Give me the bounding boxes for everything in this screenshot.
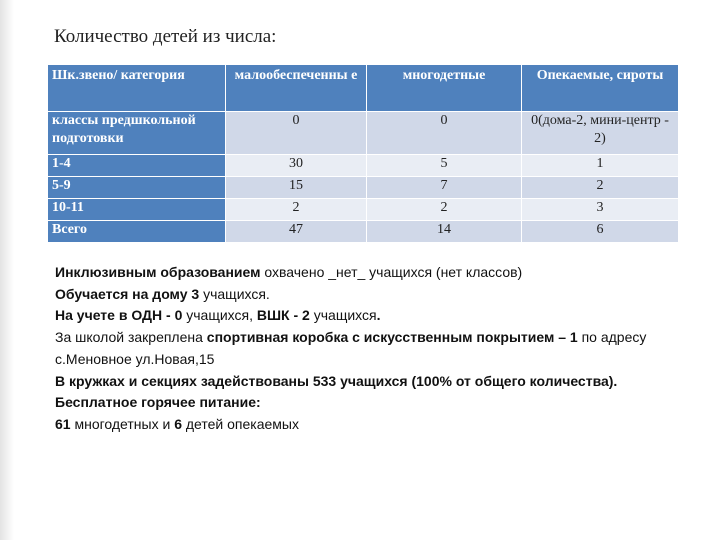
clubs-line bbox=[55, 371, 695, 393]
free-meals-line bbox=[55, 414, 695, 436]
bold-phrase: Бесплатное горячее питание: bbox=[55, 394, 261, 411]
table-cell: 5 bbox=[367, 155, 522, 177]
bold-number: 61 bbox=[55, 415, 71, 432]
column-header-category: Шк.звено/ категория bbox=[48, 65, 226, 112]
row-header: 10-11 bbox=[48, 199, 226, 221]
home-schooling-line bbox=[55, 284, 695, 306]
bold-phrase: На учете в ОДН - bbox=[55, 307, 175, 324]
text-span: учащихся, bbox=[182, 307, 257, 324]
inclusive-education-line bbox=[55, 262, 695, 284]
table-row bbox=[48, 177, 679, 199]
bold-phrase: Обучается на дому bbox=[55, 285, 188, 302]
table-row bbox=[48, 155, 679, 177]
bold-phrase: Инклюзивным образованием bbox=[55, 264, 261, 280]
table-header-row bbox=[48, 65, 679, 112]
row-header: 5-9 bbox=[48, 177, 226, 199]
table-cell: 30 bbox=[226, 155, 367, 177]
bold-phrase: В кружках и секциях задействованы 533 учащихся (100% от общего количества). bbox=[55, 372, 618, 389]
sports-court-line bbox=[55, 327, 695, 370]
free-meals-heading bbox=[55, 392, 695, 414]
table-cell: 47 bbox=[226, 221, 367, 243]
bold-number: 6 bbox=[174, 415, 182, 432]
bold-dot: . bbox=[376, 307, 381, 324]
column-header-low-income: малообеспеченны е bbox=[226, 65, 367, 112]
table-row bbox=[48, 112, 679, 155]
table-cell: 0(дома-2, мини-центр - 2) bbox=[522, 112, 679, 155]
table-row bbox=[48, 199, 679, 221]
row-header: классы предшкольной подготовки bbox=[48, 112, 226, 155]
table-cell: 2 bbox=[367, 199, 522, 221]
info-paragraphs bbox=[55, 262, 695, 436]
text-span: по адресу с.Меновное ул.Новая,15 bbox=[55, 329, 647, 367]
slide-edge-shadow bbox=[0, 0, 14, 540]
table-row bbox=[48, 221, 679, 243]
bold-number: 0 bbox=[174, 307, 183, 324]
children-stats-table bbox=[47, 64, 679, 243]
text-span: детей опекаемых bbox=[181, 415, 299, 432]
table-cell: 0 bbox=[367, 112, 522, 155]
table-cell: 14 bbox=[367, 221, 522, 243]
text-span: учащихся. bbox=[203, 285, 270, 302]
table-cell: 7 bbox=[367, 177, 522, 199]
table-cell: 2 bbox=[522, 177, 679, 199]
table-cell: 0 bbox=[226, 112, 367, 155]
table-cell: 1 bbox=[522, 155, 679, 177]
column-header-guardianship: Опекаемые, сироты bbox=[522, 65, 679, 112]
table-cell: 15 bbox=[226, 177, 367, 199]
bold-phrase: спортивная коробка с искусственным покрытием – 1 bbox=[206, 329, 578, 346]
table-cell: 2 bbox=[226, 199, 367, 221]
text-span: За школой закреплена bbox=[55, 329, 207, 346]
text-span: учащихся bbox=[309, 307, 377, 324]
bold-phrase: ВШК - bbox=[256, 307, 303, 324]
registration-line bbox=[55, 305, 695, 327]
column-header-large-families: многодетные bbox=[367, 65, 522, 112]
table-cell: 6 bbox=[522, 221, 679, 243]
table-cell: 3 bbox=[522, 199, 679, 221]
text-span: многодетных и bbox=[70, 415, 175, 432]
bold-number: 3 bbox=[187, 285, 204, 302]
text-span: охвачено _нет_ учащихся (нет классов) bbox=[260, 264, 523, 280]
row-header: Всего bbox=[48, 221, 226, 243]
slide-title: Количество детей из числа: bbox=[54, 26, 277, 47]
row-header: 1-4 bbox=[48, 155, 226, 177]
bold-number: 2 bbox=[302, 307, 310, 324]
